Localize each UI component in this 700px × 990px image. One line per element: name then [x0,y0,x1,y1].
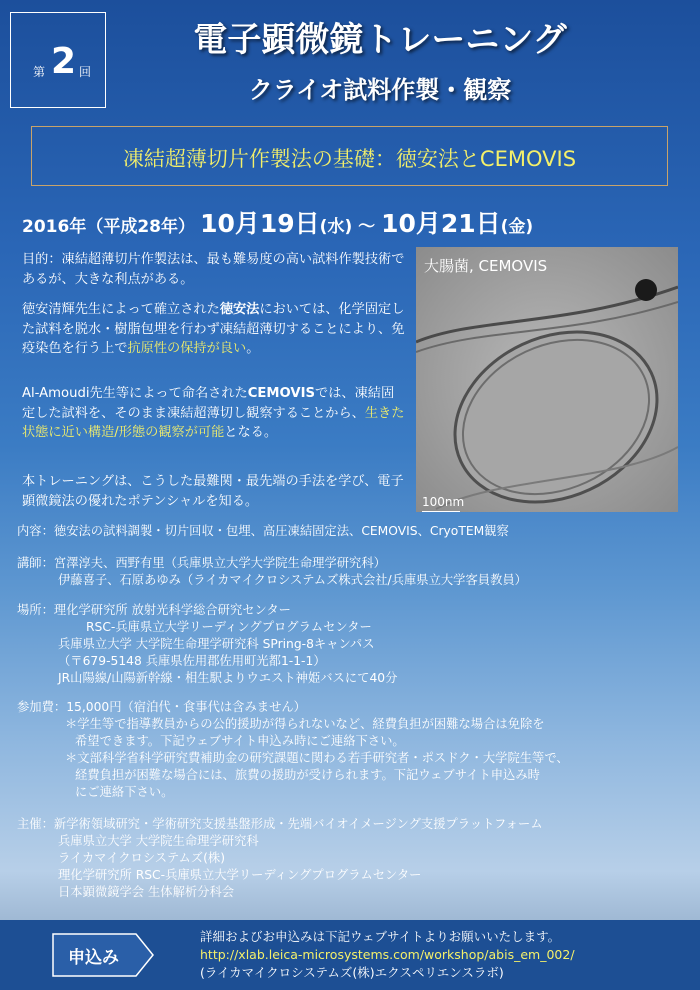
fee-line5: 経費負担が困難な場合には、旅費の援助が受けられます。下記ウェブサイト申込み時 [75,768,540,782]
fee-line3: 希望できます。下記ウェブサイト申込み時にご連絡下さい。 [75,734,405,748]
host-line3: ライカマイクロシステムズ(株) [58,851,225,865]
topic-frame [31,126,668,186]
place-line2: RSC-兵庫県立大学リーディングプログラムセンター [86,620,372,634]
host-line2: 兵庫県立大学 大学院生命理学研究科 [58,834,259,848]
badge-suffix: 回 [79,65,92,79]
photo-caption: 大腸菌, CEMOVIS [424,257,548,275]
intro-tokuyasu-e: 。 [246,341,260,356]
lecturers-line2: 伊藤喜子、石原あゆみ（ライカマイクロシステムズ株式会社/兵庫県立大学客員教員） [58,573,527,587]
date-year: 2016年（平成28年） [22,217,195,237]
intro-tokuyasu-d: 抗原性の保持が良い [127,341,247,356]
intro-training: 本トレーニングは、こうした最難関・最先端の手法を学び、電子顕微鏡法の優れたポテンシャルを知る。 [22,474,404,509]
fee-line6: にご連絡下さい。 [75,785,174,799]
intro-cemovis-c: では、凍結固定した試料を、そのまま凍結超薄切し観察することから、 [22,386,395,421]
intro-purpose: 目的：凍結超薄切片作製法は、最も難易度の高い試料作製技術であるが、大きな利点がある。 [22,252,405,287]
host-line1: 主催：新学術領域研究・学術研究支援基盤形成・先端バイオイメージング支援プラットフォーム [17,817,543,831]
intro-tokuyasu [22,300,406,359]
intro-tokuyasu-b: 徳安法 [219,302,260,317]
session-badge [10,12,106,108]
fee-line4: ＊文部科学省科学研究費補助金の研究課題に関わる若手研究者・ポスドク・大学院生等で、 [65,751,569,765]
apply-label: 申込み [68,948,119,968]
footer-text-3: (ライカマイクロシステムズ(株)エクスペリエンスラボ) [200,965,504,980]
fee-line2: ＊学生等で指導教員からの公的援助が得られないなど、経費負担が困難な場合は免除を [65,717,545,731]
intro-cemovis-b: CEMOVIS [247,386,316,401]
date-start: 10月19日 [200,209,320,238]
content-line: 内容：徳安法の試料調製・切片回収・包埋、高圧凍結固定法、CEMOVIS、CryoTEM観察 [17,524,509,538]
main-subtitle: クライオ試料作製・観察 [248,76,512,104]
scale-bar [422,511,460,512]
intro-cemovis-d: 生きた状態に近い構造/形態の観察が可能 [22,405,405,440]
badge-prefix: 第 [33,65,46,79]
apply-button[interactable] [52,933,154,977]
host-line5: 日本顕微鏡学会 生体解析分科会 [58,885,235,899]
registration-link[interactable]: http://xlab.leica-microsystems.com/workshop/abis_em_002/ [200,947,575,962]
place-line1: 場所：理化学研究所 放射光科学総合研究センター [17,603,291,617]
date-tilde: ～ [352,217,382,237]
scale-bar-label: 100nm [422,495,465,509]
footer-text-1: 詳細およびお申込みは下記ウェブサイトよりお願いいたします。 [200,929,561,944]
place-line3: 兵庫県立大学 大学院生命理学研究科 SPring-8キャンパス [58,637,375,651]
cemovis-micrograph [416,247,678,512]
date-end-dow: (金) [500,217,534,237]
main-title: 電子顕微鏡トレーニング [193,20,567,60]
fee-line1: 参加費：15,000円（宿泊代・食事代は含みません） [17,700,306,714]
intro-cemovis-e: となる。 [224,425,278,440]
lecturers-line1: 講師：宮澤淳夫、西野有里（兵庫県立大学大学院生命理学研究科） [17,556,386,570]
footer-bar [0,920,700,990]
date-line [22,204,692,240]
intro-tokuyasu-a: 徳安清輝先生によって確立された [22,302,220,317]
place-line5: JR山陽線/山陽新幹線・相生駅よりウエスト神姫バスにて40分 [58,671,398,685]
date-end: 10月21日 [381,209,501,238]
badge-number: 2 [51,41,77,82]
host-line4: 理化学研究所 RSC-兵庫県立大学リーディングプログラムセンター [58,868,422,882]
intro-cemovis-a: Al-Amoudi先生等によって命名された [22,386,248,401]
footer-info [200,928,575,982]
topic-title: 凍結超薄切片作製法の基礎：徳安法とCEMOVIS [122,147,577,171]
intro-cemovis [22,384,406,443]
intro-tokuyasu-c: においては、化学固定した試料を脱水・樹脂包埋を行わず凍結超薄切することにより、免疫染色を行う上で [22,302,405,356]
date-start-dow: (水) [319,217,353,237]
micrograph-image [416,247,678,512]
place-line4: （〒679-5148 兵庫県佐用郡佐用町光都1-1-1） [58,654,326,668]
